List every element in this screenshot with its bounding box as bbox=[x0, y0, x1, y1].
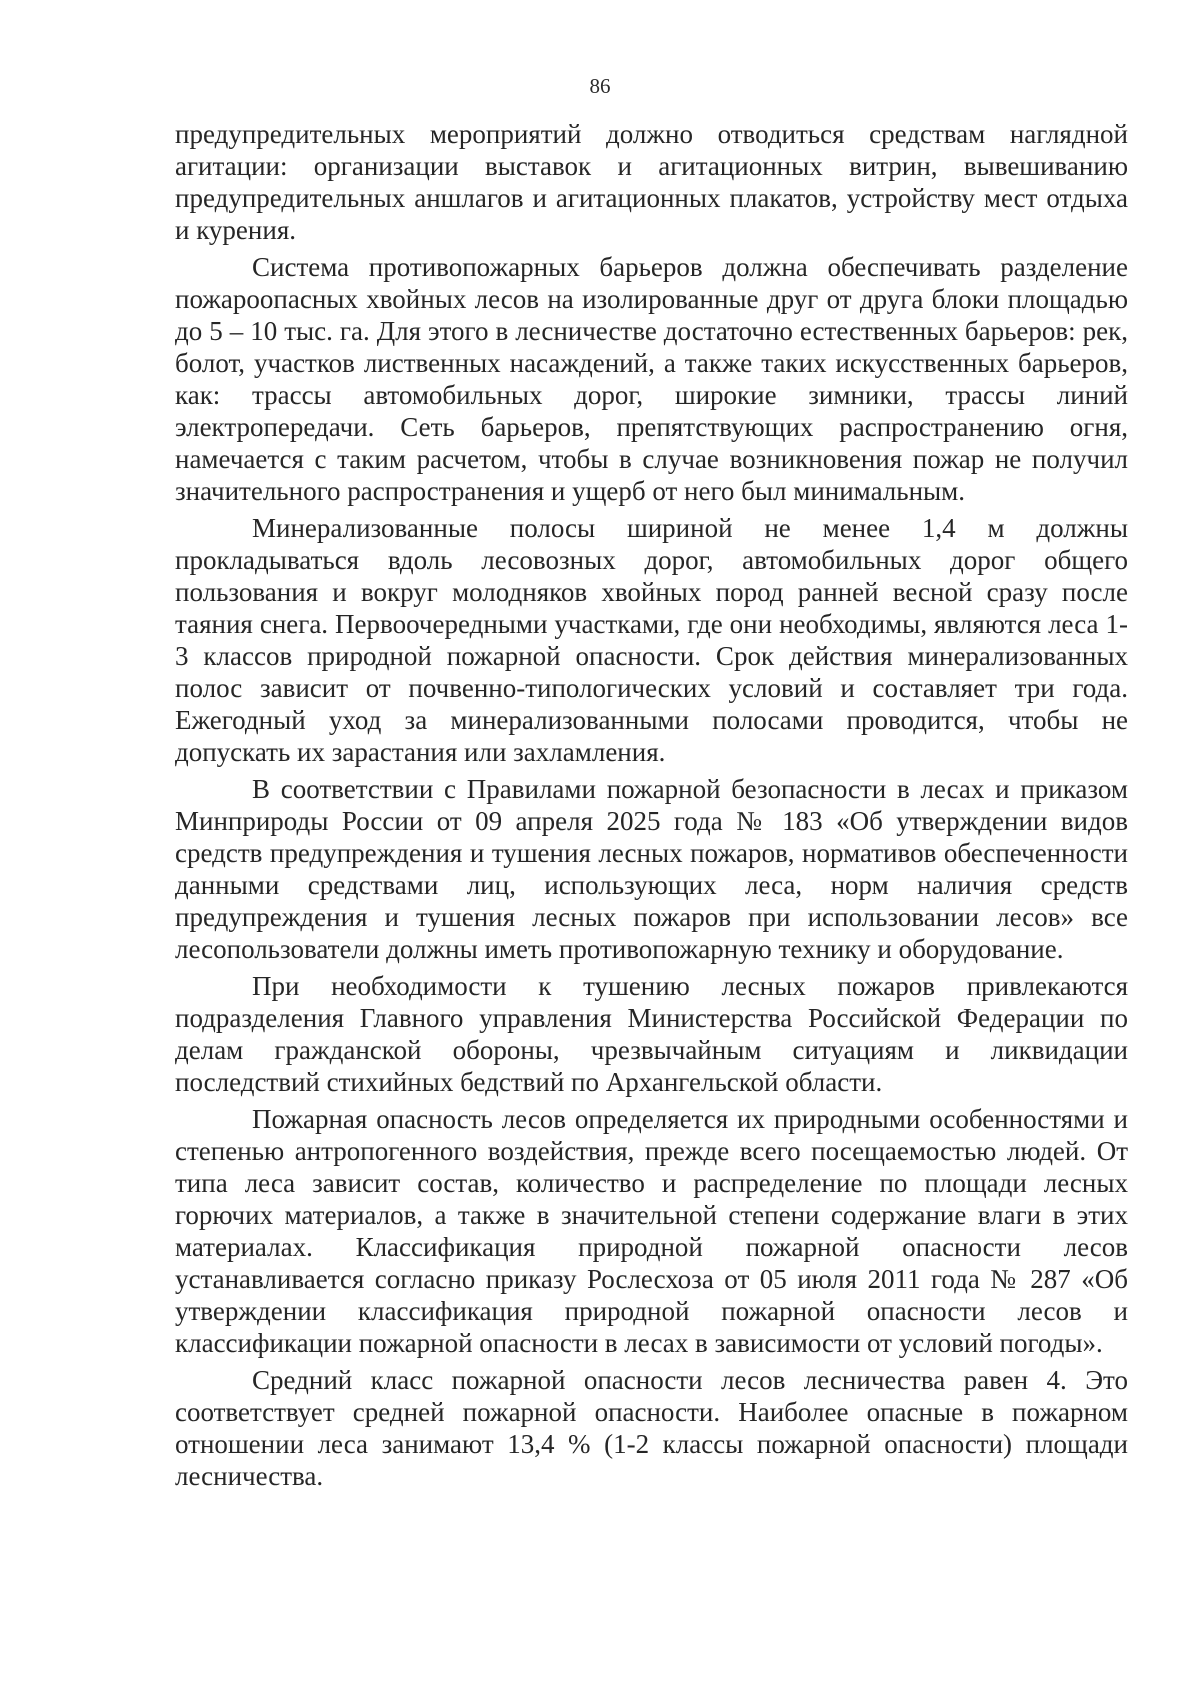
paragraph-mineralized-strips: Минерализованные полосы шириной не менее 1,4 м должны прокладываться вдоль лесовозных дорог, автомобильных дорог общего пользования и вокруг молодняков хвойных пород ранней весной сразу после таяния снега. Первоочередными участками, где они необходимы, являются леса 1-3 классов природной пожарной опасности. Срок действия минерализованных полос зависит от почвенно-типологических условий и составляет три года. Ежегодный уход за минерализованными полосами проводится, чтобы не допускать их зарастания или захламления. bbox=[175, 513, 1128, 767]
document-body bbox=[175, 118, 1128, 1492]
paragraph-emergency-ministry: При необходимости к тушению лесных пожаров привлекаются подразделения Главного управления Министерства Российской Федерации по делам гражданской обороны, чрезвычайным ситуациям и ликвидации последствий стихийных бедствий по Архангельской области. bbox=[175, 971, 1128, 1097]
paragraph-agitation: предупредительных мероприятий должно отводиться средствам наглядной агитации: организации выставок и агитационных витрин, вывешиванию предупредительных аншлагов и агитационных плакатов, устройству мест отдыха и курения. bbox=[175, 119, 1128, 245]
page-number: 86 bbox=[589, 74, 611, 98]
paragraph-fire-safety-rules: В соответствии с Правилами пожарной безопасности в лесах и приказом Минприроды России от 09 апреля 2025 года № 183 «Об утверждении видов средств предупреждения и тушения лесных пожаров, нормативов обеспеченности данными средствами лиц, использующих леса, норм наличия средств предупреждения и тушения лесных пожаров при использовании лесов» все лесопользователи должны иметь противопожарную технику и оборудование. bbox=[175, 774, 1128, 964]
paragraph-fire-danger-classification: Пожарная опасность лесов определяется их природными особенностями и степенью антропогенного воздействия, прежде всего посещаемостью людей. От типа леса зависит состав, количество и распределение по площади лесных горючих материалов, а также в значительной степени содержание влаги в этих материалах. Классификация природной пожарной опасности лесов устанавливается согласно приказу Рослесхоза от 05 июля 2011 года № 287 «Об утверждении классификация природной пожарной опасности лесов и классификации пожарной опасности в лесах в зависимости от условий погоды». bbox=[175, 1104, 1128, 1358]
paragraph-average-fire-class: Средний класс пожарной опасности лесов лесничества равен 4. Это соответствует средней пожарной опасности. Наиболее опасные в пожарном отношении леса занимают 13,4 % (1-2 классы пожарной опасности) площади лесничества. bbox=[175, 1365, 1128, 1491]
paragraph-fire-barriers: Система противопожарных барьеров должна обеспечивать разделение пожароопасных хвойных лесов на изолированные друг от друга блоки площадью до 5 – 10 тыс. га. Для этого в лесничестве достаточно естественных барьеров: рек, болот, участков лиственных насаждений, а также таких искусственных барьеров, как: трассы автомобильных дорог, широкие зимники, трассы линий электропередачи. Сеть барьеров, препятствующих распространению огня, намечается с таким расчетом, чтобы в случае возникновения пожар не получил значительного распространения и ущерб от него был минимальным. bbox=[175, 252, 1128, 506]
